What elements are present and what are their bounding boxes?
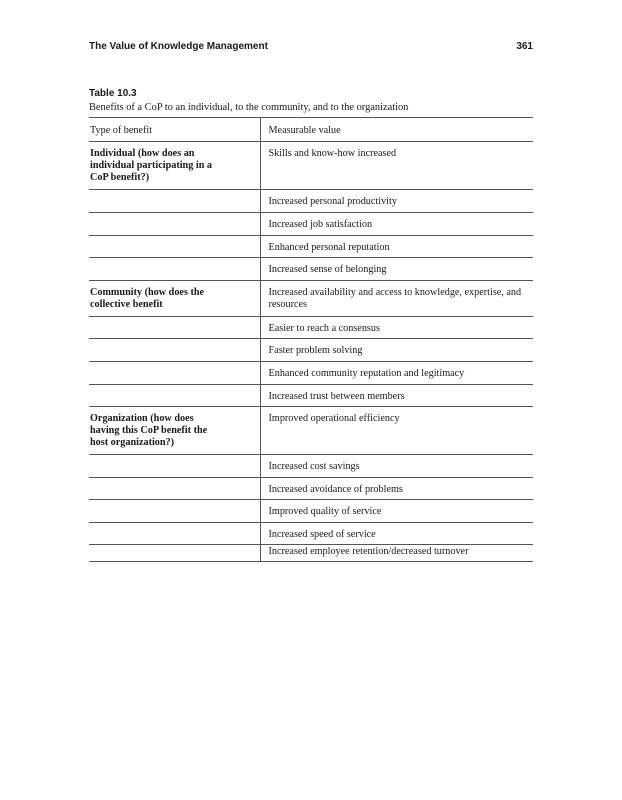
table-row [89,500,533,523]
table-row [89,213,533,236]
measurable-value-cell: Easier to reach a consensus [260,317,533,339]
table-row [89,455,533,478]
table-row [89,236,533,258]
benefit-type-cell: Individual (how does an individual participating in a CoP benefit?) [89,142,260,190]
page-number: 361 [516,41,533,52]
table-header-row [89,118,533,142]
table-row [89,523,533,545]
benefit-type-cell [89,317,260,339]
benefit-type-cell [89,455,260,478]
benefit-type-cell [89,523,260,545]
measurable-value-cell: Increased personal productivity [260,190,533,213]
table-caption: Table 10.3 [89,88,137,99]
measurable-value-cell: Increased cost savings [260,455,533,478]
running-head [89,41,533,57]
benefits-table [89,117,533,562]
benefit-type-cell [89,500,260,523]
column-header-value: Measurable value [260,118,533,142]
running-title: The Value of Knowledge Management [89,41,268,52]
measurable-value-cell: Faster problem solving [260,339,533,362]
benefit-type-cell [89,236,260,258]
benefit-type-cell: Organization (how does having this CoP benefit the host organization?) [89,407,260,455]
table-row [89,258,533,281]
measurable-value-cell: Improved quality of service [260,500,533,523]
measurable-value-cell: Increased job satisfaction [260,213,533,236]
table-row [89,385,533,407]
table-row [89,362,533,385]
measurable-value-cell: Increased trust between members [260,385,533,407]
measurable-value-cell: Enhanced community reputation and legitimacy [260,362,533,385]
table-row [89,339,533,362]
column-header-type: Type of benefit [89,118,260,142]
measurable-value-cell: Increased speed of service [260,523,533,545]
table-row [89,190,533,213]
benefit-type-cell [89,258,260,281]
measurable-value-cell: Skills and know-how increased [260,142,533,190]
measurable-value-cell: Increased availability and access to knowledge, expertise, and resources [260,281,533,317]
benefit-type-cell [89,339,260,362]
measurable-value-cell: Enhanced personal reputation [260,236,533,258]
table-row [89,478,533,500]
measurable-value-cell: Improved operational efficiency [260,407,533,455]
benefit-type-cell [89,362,260,385]
measurable-value-cell: Increased sense of belonging [260,258,533,281]
benefit-type-cell [89,545,260,562]
benefit-type-cell [89,190,260,213]
benefit-type-cell: Community (how does the collective benefit [89,281,260,317]
benefit-type-cell [89,213,260,236]
table-row [89,317,533,339]
benefit-type-cell [89,385,260,407]
table-row [89,407,533,455]
measurable-value-cell: Increased employee retention/decreased turnover [260,545,533,562]
table-row [89,545,533,562]
table-row [89,281,533,317]
benefit-type-cell [89,478,260,500]
table-row [89,142,533,190]
table-subcaption: Benefits of a CoP to an individual, to the community, and to the organization [89,102,409,113]
measurable-value-cell: Increased avoidance of problems [260,478,533,500]
